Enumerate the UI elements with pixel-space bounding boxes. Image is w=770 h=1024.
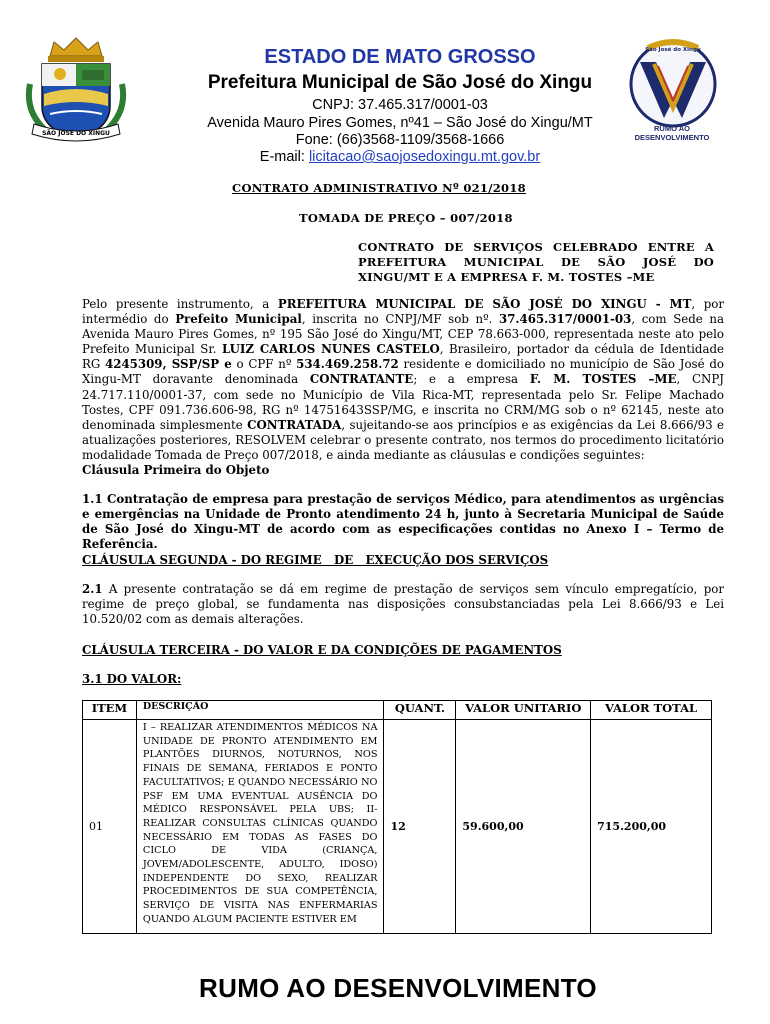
cell-total-value: 715.200,00 bbox=[591, 720, 712, 934]
cell-item: 01 bbox=[83, 720, 137, 934]
header-phone: Fone: (66)3568-1109/3568-1666 bbox=[295, 132, 505, 148]
contract-title: CONTRATO ADMINISTRATIVO Nº 021/2018 bbox=[232, 181, 526, 195]
email-link[interactable]: licitacao@saojosedoxingu.mt.gov.br bbox=[308, 149, 541, 165]
clause-1-text: 1.1 Contratação de empresa para prestação de serviços Médico, para atendimentos as urgências e emergências na Unidade de Pronto atendimento 24 h, junto à Secretaria Municipal de Saúde de São José do Xingu-MT de acordo com as especificações contidas no Anexo I – Termo de Referência. bbox=[82, 492, 724, 552]
clause-2-text: 2.1 A presente contratação se dá em regime de prestação de serviços sem vínculo empregatício, por regime de preço global, se fundamenta nas disposições consubstanciadas pela Lei 8.666/93 e Lei 10.520/02 com as demais alterações. bbox=[82, 582, 724, 627]
contract-preamble: CONTRATO DE SERVIÇOS CELEBRADO ENTRE A PREFEITURA MUNICIPAL DE SÃO JOSÉ DO XINGU/MT E A EMPRESA F. M. TOSTES –ME bbox=[358, 240, 714, 284]
clause-2-title: CLÁUSULA SEGUNDA - DO REGIME DE EXECUÇÃO DOS SERVIÇOS bbox=[82, 553, 549, 567]
intro-paragraph: Pelo presente instrumento, a PREFEITURA MUNICIPAL DE SÃO JOSÉ DO XINGU - MT, por intermédio do Prefeito Municipal, inscrita no CNPJ/MF sob nº. 37.465.317/0001-03, com Sede na Avenida Mauro Pires Gomes, nº 195 São José do Xingu/MT, CEP 78.663-000, representada neste ato pelo Prefeito Municipal Sr. LUIZ CARLOS NUNES CASTELO, Brasileiro, portador da cédula de Identidade RG 4245309, SSP/SP e o CPF nº 534.469.258.72 residente e domiciliado no município de São José do Xingu-MT doravante denominada CONTRATANTE; e a empresa F. M. TOSTES –ME, CNPJ 24.717.110/0001-37, com sede no Município de Vila Rica-MT, representada pelo Sr. Felipe Machado Tostes, CPF 091.736.606-98, RG nº 14751643SSP/MG, e inscrita no CRM/MG sob o nº 62145, neste ato denominada simplesmente CONTRATADA, sujeitando-se aos princípios e as exigências da Lei 8.666/93 e atualizações posteriores, RESOLVEM celebrar o presente contrato, nos termos do procedimento licitatório modalidade Tomada de Preço 007/2018, e ainda mediante as cláusulas e condições seguintes: bbox=[82, 297, 725, 462]
clause-2-number: 2.1 bbox=[82, 582, 103, 596]
header-cnpj: CNPJ: 37.465.317/0001-03 bbox=[312, 97, 488, 113]
cell-quantity: 12 bbox=[384, 720, 456, 934]
header-item: ITEM bbox=[83, 701, 137, 720]
municipal-coat-of-arms-icon bbox=[20, 34, 132, 146]
table-header-row bbox=[83, 701, 712, 720]
items-table bbox=[82, 700, 712, 934]
emblem-caption: RUMO AO DESENVOLVIMENTO bbox=[634, 124, 710, 142]
email-label: E-mail: bbox=[259, 149, 309, 165]
state-name: ESTADO DE MATO GROSSO bbox=[264, 46, 536, 68]
header-email bbox=[160, 149, 640, 165]
rumo-ao-desenvolvimento-emblem-icon bbox=[618, 38, 728, 138]
cell-unit-value: 59.600,00 bbox=[456, 720, 591, 934]
prefeitura-name: Prefeitura Municipal de São José do Xingu bbox=[207, 72, 593, 93]
header-unit-value: VALOR UNITARIO bbox=[456, 701, 591, 720]
header-description: DESCRIÇÃO bbox=[136, 701, 384, 720]
clause-3-title: CLÁUSULA TERCEIRA - DO VALOR E DA CONDIÇÕES DE PAGAMENTOS bbox=[82, 643, 562, 657]
footer-slogan: RUMO AO DESENVOLVIMENTO bbox=[199, 973, 597, 1003]
header-quantity: QUANT. bbox=[384, 701, 456, 720]
coat-of-arms-ribbon-text: SÃO JOSÉ DO XINGU bbox=[42, 130, 110, 137]
clause-1-title: Cláusula Primeira do Objeto bbox=[82, 463, 270, 477]
cell-description: I – REALIZAR ATENDIMENTOS MÉDICOS NA UNIDADE DE PRONTO ATENDIMENTO EM PLANTÕES DIURNOS, NOTURNOS, NOS FINAIS DE SEMANA, FERIADOS E PONTO FACULTATIVOS; E QUANDO NECESSÁRIO NO PSF EM UMA EVENTUAL AUSÊNCIA DO MÉDICO RESPONSÁVEL PELA UBS; II- REALIZAR CONSULTAS CLÍNICAS QUANDO NECESSÁRIO EM TODAS AS FASES DO CICLO DE VIDA (CRIANÇA, JOVEM/ADOLESCENTE, ADULTO, IDOSO) INDEPENDENTE DO SEXO, REALIZAR PROCEDIMENTOS DE SUA COMPETÊNCIA, SERVIÇO DE VISITA NAS ENFERMARIAS QUANDO ALGUM PACIENTE ESTIVER EM bbox=[136, 720, 384, 934]
contract-subtitle: TOMADA DE PREÇO – 007/2018 bbox=[299, 211, 513, 225]
header-address: Avenida Mauro Pires Gomes, nº41 – São José do Xingu/MT bbox=[207, 115, 593, 131]
clause-3-1-title: 3.1 DO VALOR: bbox=[82, 672, 182, 686]
table-row bbox=[83, 720, 712, 934]
header-total-value: VALOR TOTAL bbox=[591, 701, 712, 720]
emblem-top-text: São José do Xingu bbox=[645, 47, 701, 53]
